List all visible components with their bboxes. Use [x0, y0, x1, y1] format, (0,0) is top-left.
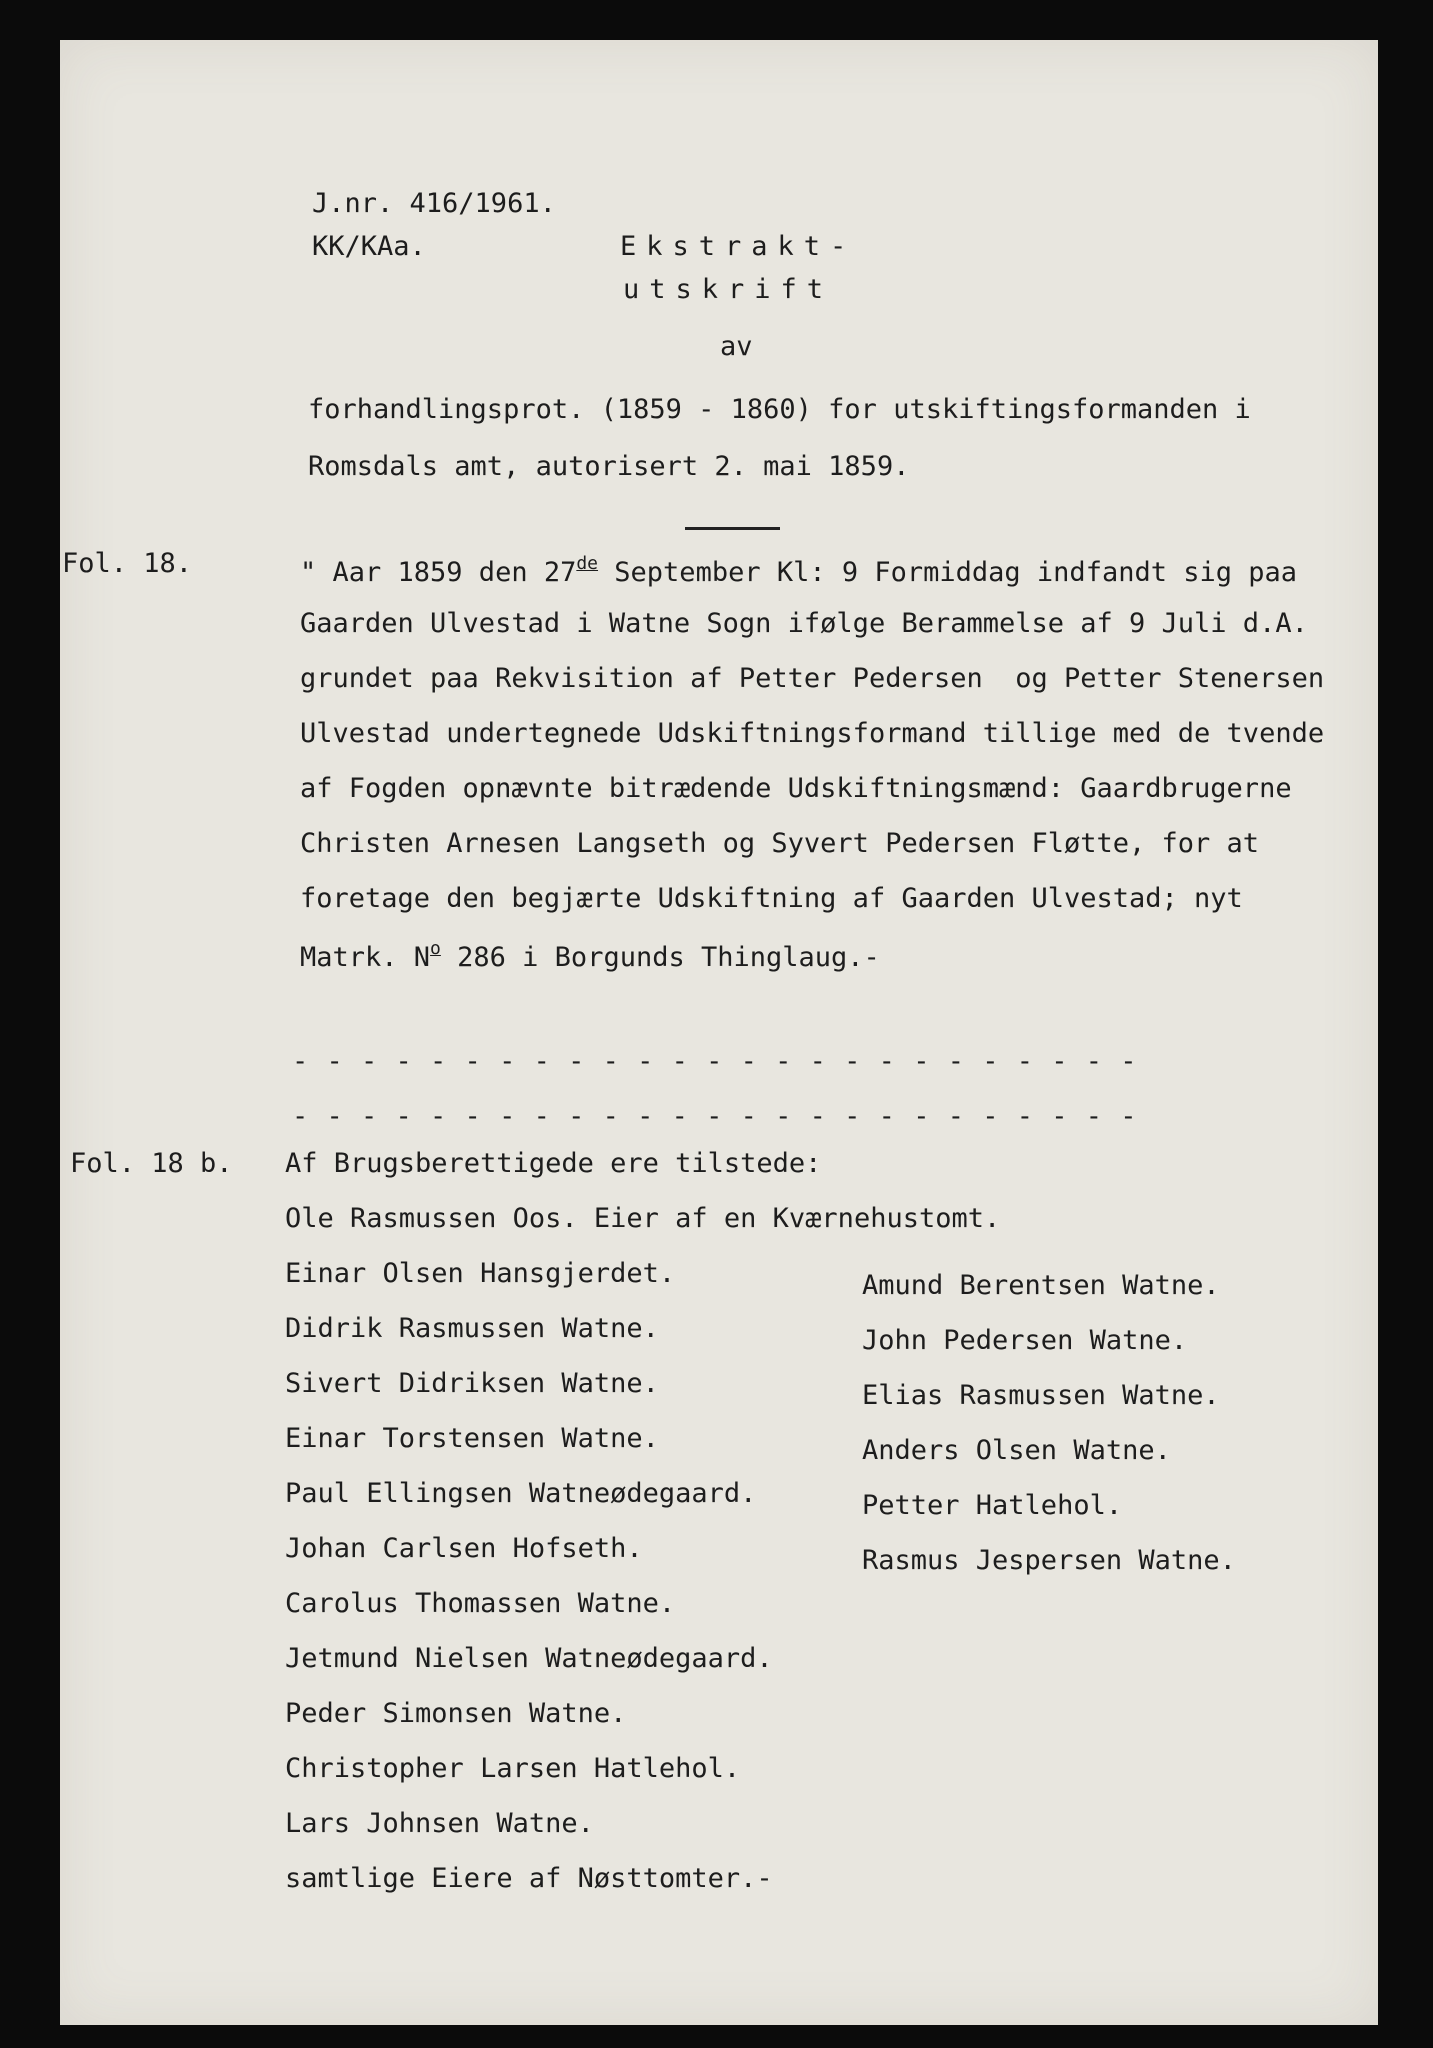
body-line-4: Ulvestad undertegnede Udskiftningsformand tillige med de tvende [300, 718, 1325, 749]
body-line-1: " Aar 1859 den 27de September Kl: 9 Formiddag indfandt sig paa [300, 553, 1298, 588]
document-title-line1: Ekstrakt- [620, 231, 857, 262]
attendee-left-3: Sivert Didriksen Watne. [285, 1368, 659, 1399]
attendee-left-1: Einar Olsen Hansgjerdet. [285, 1258, 676, 1289]
body-line-3: grundet paa Rekvisition af Petter Pedersen og Petter Stenersen [300, 663, 1325, 694]
dashed-separator-1: - - - - - - - - - - - - - - - - - - - - - - - - - [292, 1046, 1138, 1077]
document-title-line2: utskrift [623, 274, 834, 305]
body-line-5: af Fogden opnævnte bitrædende Udskiftningsmænd: Gaardbrugerne [300, 773, 1292, 804]
attendee-left-8: Jetmund Nielsen Watneødegaard. [285, 1643, 773, 1674]
attendee-left-7: Carolus Thomassen Watne. [285, 1588, 676, 1619]
document-page [60, 40, 1378, 2025]
folio-label-18: Fol. 18. [62, 548, 193, 579]
title-av: av [720, 331, 753, 362]
folio-label-18b: Fol. 18 b. [70, 1148, 233, 1179]
attendee-right-1: Amund Berentsen Watne. [862, 1270, 1220, 1301]
attendee-left-9: Peder Simonsen Watne. [285, 1698, 627, 1729]
attendee-right-3: Elias Rasmussen Watne. [862, 1380, 1220, 1411]
journal-number: J.nr. 416/1961. [312, 188, 556, 219]
attendee-left-2: Didrik Rasmussen Watne. [285, 1313, 659, 1344]
attendee-first-line: Ole Rasmussen Oos. Eier af en Kværnehustomt. [285, 1203, 1001, 1234]
attendees-heading: Af Brugsberettigede ere tilstede: [285, 1148, 822, 1179]
subtitle-line1: forhandlingsprot. (1859 - 1860) for utskiftingsformanden i [308, 394, 1251, 425]
attendee-left-5: Paul Ellingsen Watneødegaard. [285, 1478, 757, 1509]
attendee-left-10: Christopher Larsen Hatlehol. [285, 1753, 741, 1784]
attendee-left-6: Johan Carlsen Hofseth. [285, 1533, 643, 1564]
attendee-left-11: Lars Johnsen Watne. [285, 1808, 594, 1839]
attendee-right-4: Anders Olsen Watne. [862, 1435, 1171, 1466]
attendee-left-4: Einar Torstensen Watne. [285, 1423, 659, 1454]
attendee-right-2: John Pedersen Watne. [862, 1325, 1188, 1356]
initials: KK/KAa. [312, 231, 426, 262]
section-divider [685, 527, 780, 530]
body-line-8: Matrk. $N^o$ 286 i Borgunds Thinglaug.- [300, 938, 880, 973]
attendee-right-6: Rasmus Jespersen Watne. [862, 1545, 1236, 1576]
body-line-6: Christen Arnesen Langseth og Syvert Pedersen Fløtte, for at [300, 828, 1260, 859]
dashed-separator-2: - - - - - - - - - - - - - - - - - - - - - - - - - [292, 1101, 1138, 1132]
subtitle-line2: Romsdals amt, autorisert 2. mai 1859. [308, 451, 910, 482]
body-line-7: foretage den begjærte Udskiftning af Gaarden Ulvestad; nyt [300, 883, 1243, 914]
body-line-2: Gaarden Ulvestad i Watne Sogn ifølge Berammelse af 9 Juli d.A. [300, 608, 1308, 639]
attendee-left-12: samtlige Eiere af Nøsttomter.- [285, 1863, 773, 1894]
attendee-right-5: Petter Hatlehol. [862, 1490, 1123, 1521]
